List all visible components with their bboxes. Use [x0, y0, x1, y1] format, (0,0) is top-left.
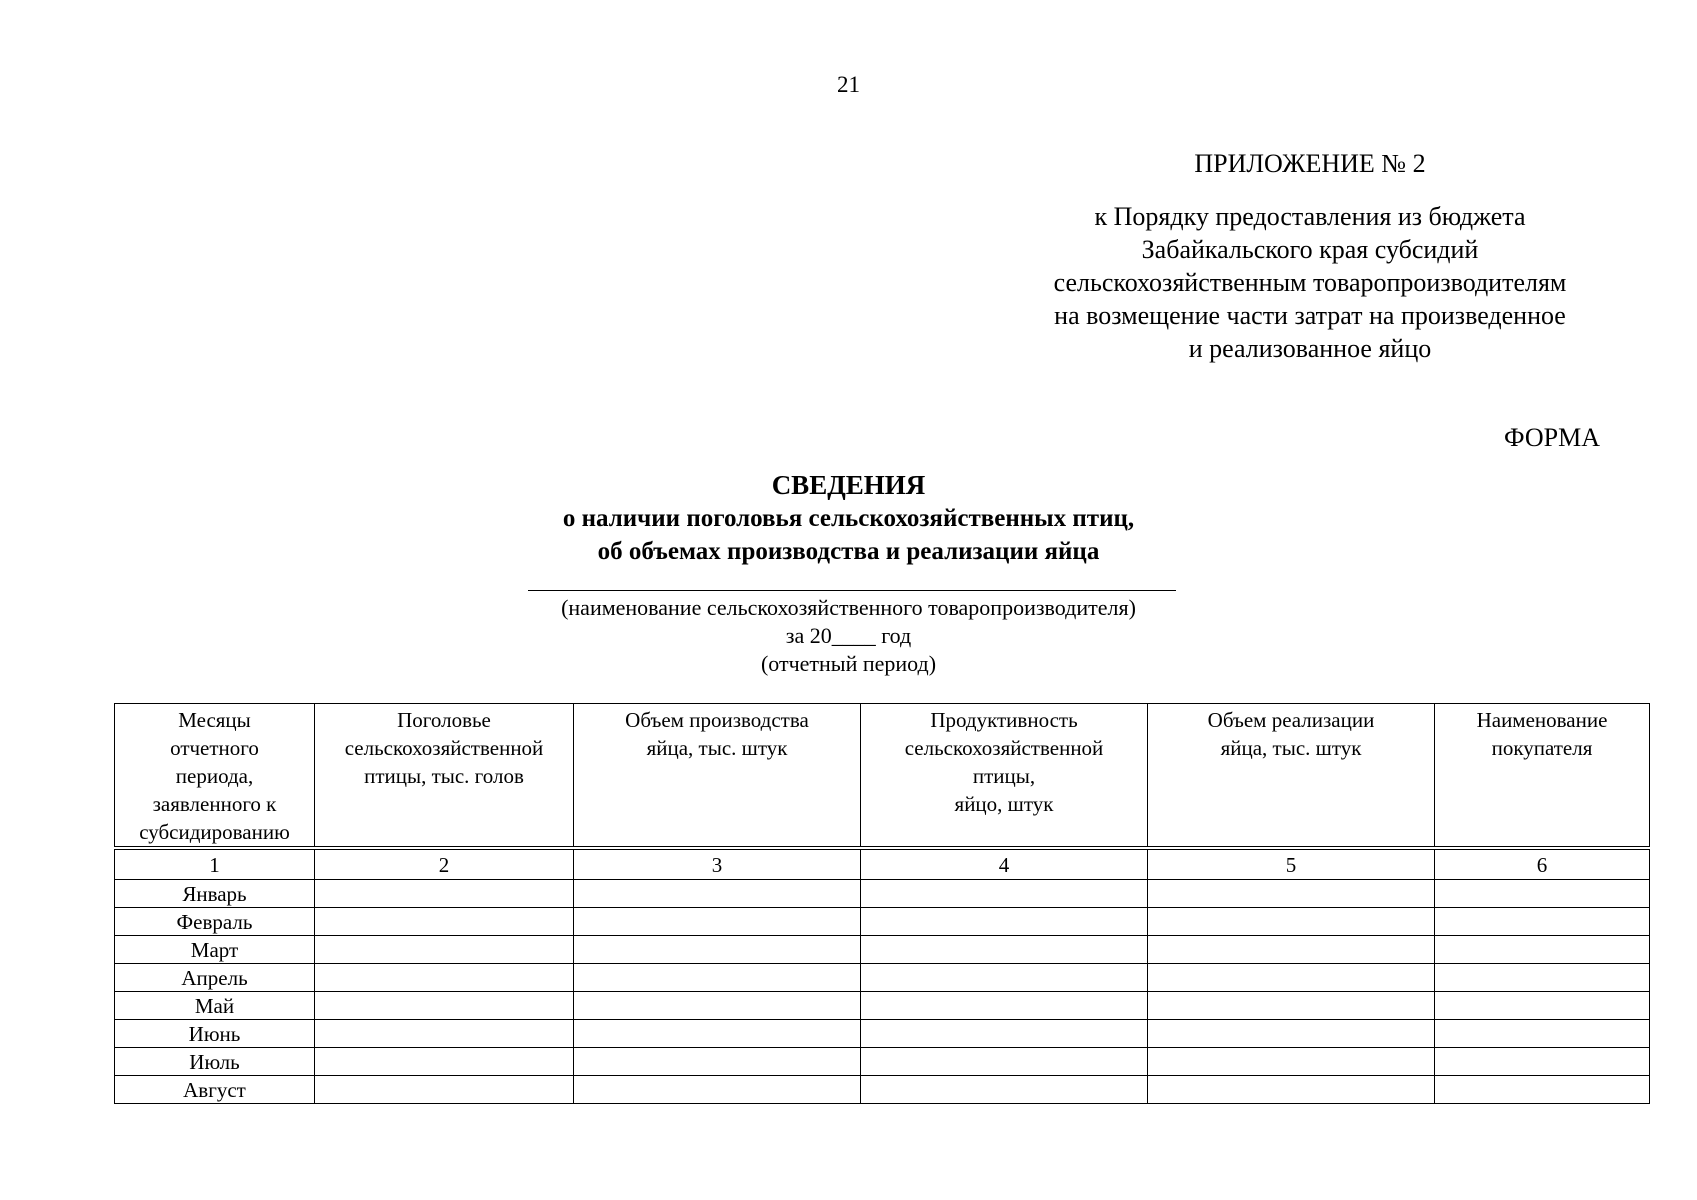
- livestock-cell[interactable]: [315, 992, 574, 1020]
- livestock-cell[interactable]: [315, 1076, 574, 1104]
- sales-cell[interactable]: [1148, 880, 1435, 908]
- productivity-cell[interactable]: [861, 880, 1148, 908]
- appendix-block: [1020, 148, 1600, 365]
- production-cell[interactable]: [574, 992, 861, 1020]
- productivity-cell[interactable]: [861, 964, 1148, 992]
- column-header-production-volume: Объем производства яйца, тыс. штук: [574, 704, 861, 849]
- sales-cell[interactable]: [1148, 964, 1435, 992]
- month-cell: Июнь: [115, 1020, 315, 1048]
- appendix-reference-line: Забайкальского края субсидий: [1141, 235, 1479, 264]
- period-field[interactable]: за 20____ год: [785, 623, 912, 648]
- productivity-cell[interactable]: [861, 1020, 1148, 1048]
- month-cell: Февраль: [115, 908, 315, 936]
- sales-cell[interactable]: [1148, 1020, 1435, 1048]
- buyer-cell[interactable]: [1435, 992, 1650, 1020]
- month-cell: Август: [115, 1076, 315, 1104]
- heading-subtitle-line: о наличии поголовья сельскохозяйственных птиц,: [562, 505, 1135, 532]
- livestock-cell[interactable]: [315, 936, 574, 964]
- producer-name-field[interactable]: [528, 590, 1176, 591]
- appendix-reference-line: сельскохозяйственным товаропроизводителям: [1053, 268, 1567, 297]
- column-number: 3: [574, 848, 861, 880]
- column-number-row: [115, 848, 1650, 880]
- month-cell: Июль: [115, 1048, 315, 1076]
- table-row: [115, 1076, 1650, 1104]
- productivity-cell[interactable]: [861, 908, 1148, 936]
- column-number: 6: [1435, 848, 1650, 880]
- table-row: [115, 908, 1650, 936]
- livestock-cell[interactable]: [315, 964, 574, 992]
- data-table: [114, 703, 1650, 1104]
- production-cell[interactable]: [574, 908, 861, 936]
- column-number: 5: [1148, 848, 1435, 880]
- livestock-cell[interactable]: [315, 880, 574, 908]
- column-number: 1: [115, 848, 315, 880]
- month-cell: Май: [115, 992, 315, 1020]
- sales-cell[interactable]: [1148, 936, 1435, 964]
- table-row: [115, 880, 1650, 908]
- buyer-cell[interactable]: [1435, 1076, 1650, 1104]
- month-cell: Апрель: [115, 964, 315, 992]
- productivity-cell[interactable]: [861, 936, 1148, 964]
- appendix-reference-line: и реализованное яйцо: [1188, 334, 1432, 363]
- column-number: 4: [861, 848, 1148, 880]
- heading-subtitle-line: об объемах производства и реализации яйца: [597, 538, 1100, 565]
- sales-cell[interactable]: [1148, 992, 1435, 1020]
- productivity-cell[interactable]: [861, 1076, 1148, 1104]
- production-cell[interactable]: [574, 1048, 861, 1076]
- production-cell[interactable]: [574, 1076, 861, 1104]
- table-row: [115, 1048, 1650, 1076]
- livestock-cell[interactable]: [315, 1020, 574, 1048]
- productivity-cell[interactable]: [861, 1048, 1148, 1076]
- appendix-title: ПРИЛОЖЕНИЕ № 2: [1194, 149, 1426, 178]
- document-heading: [0, 468, 1697, 568]
- productivity-cell[interactable]: [861, 992, 1148, 1020]
- producer-caption: (наименование сельскохозяйственного товаропроизводителя): [561, 595, 1136, 620]
- buyer-cell[interactable]: [1435, 1020, 1650, 1048]
- sales-cell[interactable]: [1148, 908, 1435, 936]
- appendix-reference-line: на возмещение части затрат на произведенное: [1054, 301, 1566, 330]
- production-cell[interactable]: [574, 964, 861, 992]
- table-row: [115, 1020, 1650, 1048]
- column-number: 2: [315, 848, 574, 880]
- table-row: [115, 964, 1650, 992]
- column-header-livestock: Поголовье сельскохозяйственной птицы, тыс. голов: [315, 704, 574, 849]
- period-caption: (отчетный период): [760, 651, 937, 676]
- column-header-sales-volume: Объем реализации яйца, тыс. штук: [1148, 704, 1435, 849]
- sales-cell[interactable]: [1148, 1048, 1435, 1076]
- table-row: [115, 992, 1650, 1020]
- production-cell[interactable]: [574, 936, 861, 964]
- appendix-reference: [1020, 200, 1600, 365]
- form-label: ФОРМА: [1504, 423, 1600, 452]
- month-cell: Январь: [115, 880, 315, 908]
- livestock-cell[interactable]: [315, 1048, 574, 1076]
- production-cell[interactable]: [574, 880, 861, 908]
- appendix-reference-line: к Порядку предоставления из бюджета: [1094, 202, 1526, 231]
- sales-cell[interactable]: [1148, 1076, 1435, 1104]
- table-row: [115, 936, 1650, 964]
- column-header-buyer: Наименование покупателя: [1435, 704, 1650, 849]
- page-number: 21: [837, 72, 860, 97]
- buyer-cell[interactable]: [1435, 1048, 1650, 1076]
- buyer-cell[interactable]: [1435, 964, 1650, 992]
- column-header-productivity: Продуктивность сельскохозяйственной птицы, яйцо, штук: [861, 704, 1148, 849]
- buyer-cell[interactable]: [1435, 908, 1650, 936]
- buyer-cell[interactable]: [1435, 936, 1650, 964]
- table-header-row: [115, 704, 1650, 849]
- livestock-cell[interactable]: [315, 908, 574, 936]
- month-cell: Март: [115, 936, 315, 964]
- production-cell[interactable]: [574, 1020, 861, 1048]
- buyer-cell[interactable]: [1435, 880, 1650, 908]
- column-header-months: Месяцы отчетного периода, заявленного к субсидированию: [115, 704, 315, 849]
- heading-title: СВЕДЕНИЯ: [771, 470, 926, 500]
